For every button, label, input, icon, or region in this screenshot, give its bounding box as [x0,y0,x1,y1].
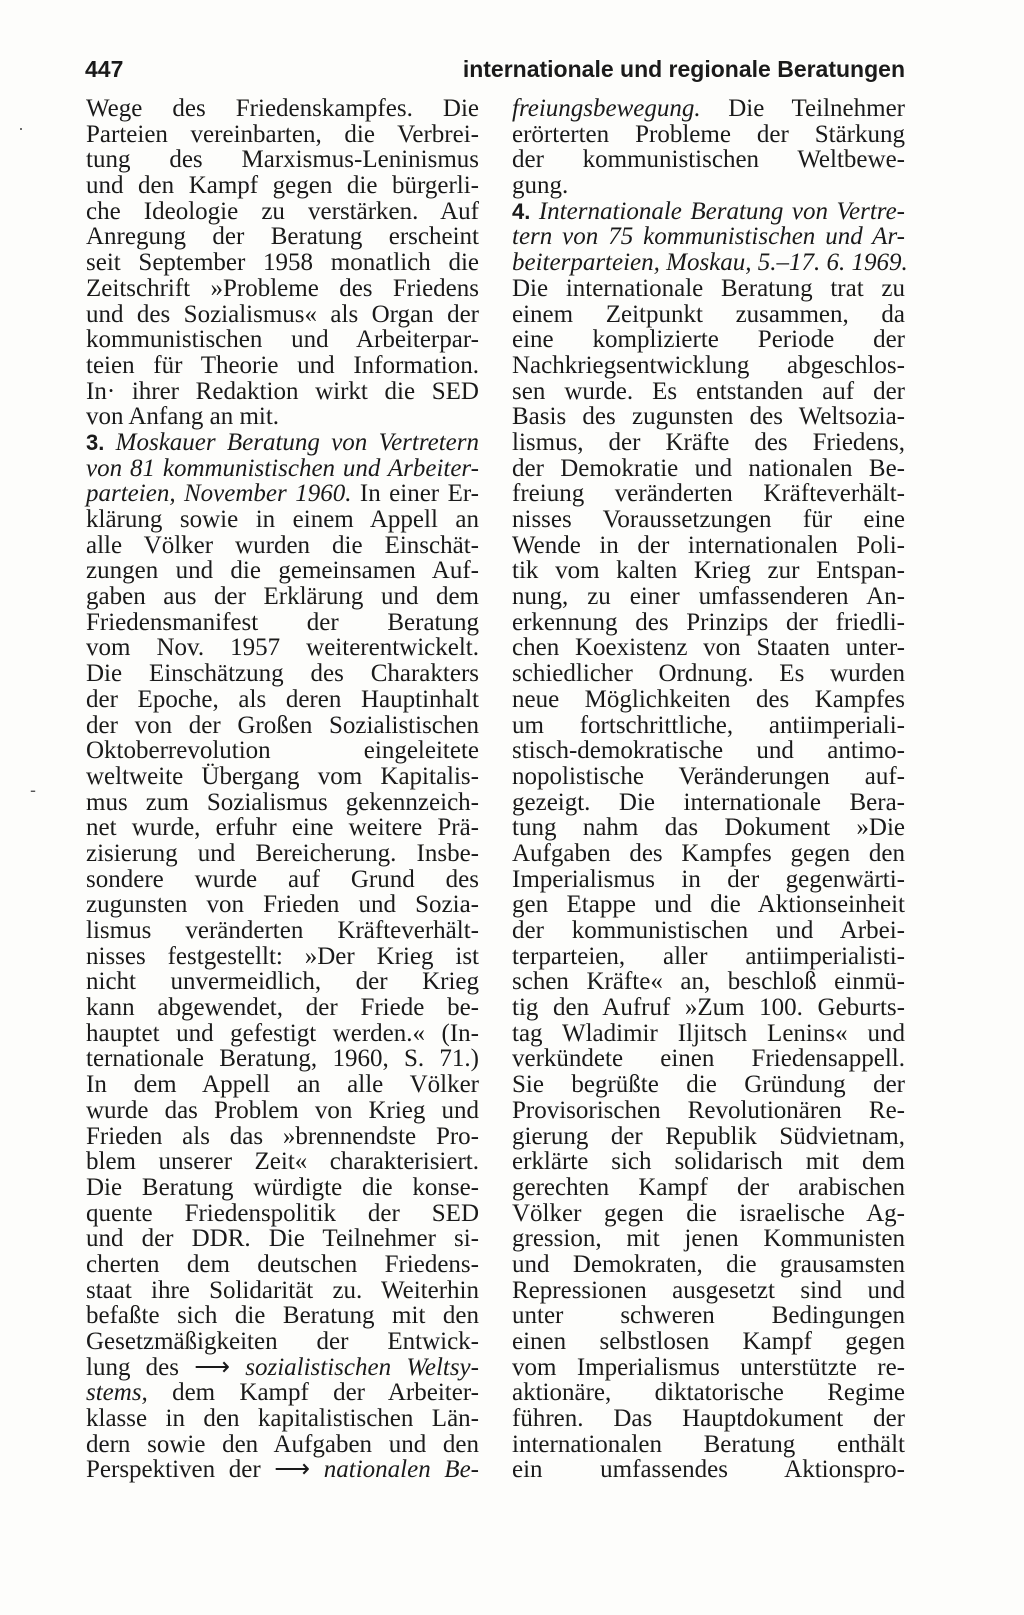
text-line: blem unserer Zeit« charakterisiert. [86,1148,479,1176]
text-line: che Ideologie zu verstärken. Auf [86,197,479,225]
text-line: Friedensmanifest der Beratung [86,608,479,636]
text-line: terparteien, aller antiimperialisti- [512,942,905,970]
text-line: Nachkriegsentwicklung abgeschlos- [512,351,905,379]
section-title: tern von 75 kommunistischen und Ar- [512,223,905,251]
text-line: Frieden als das »brennendste Pro- [86,1122,479,1150]
text-line: alle Völker wurden die Einschät- [86,531,479,559]
text-line: klasse in den kapitalistischen Län- [86,1405,479,1433]
text-line: und des Sozialismus« als Organ der [86,300,479,328]
text-line: verkündete einen Friedensappell. [512,1045,905,1073]
text-line: der kommunistischen Weltbewe- [512,146,905,174]
section-title: von 81 kommunistischen und Arbeiter- [86,454,479,482]
text-line: erkennung des Prinzips der friedli- [512,608,905,636]
page-number: 447 [85,56,124,82]
cross-reference[interactable]: sozialistischen Weltsy- [230,1353,479,1381]
text-line: zisierung und Bereicherung. Insbe- [86,839,479,867]
section-number: 3. [86,429,105,455]
section-heading-3-line [86,481,479,507]
cross-reference[interactable]: freiungsbewegung. [512,95,701,122]
text-line: seit September 1958 monatlich die [86,249,479,277]
text-line: wurde das Problem von Krieg und [86,1096,479,1124]
page-header [85,56,905,90]
text-line: der Epoche, als deren Hauptinhalt [86,685,479,713]
text-line: von Anfang an mit. [86,403,280,431]
text-line: neue Möglichkeiten des Kampfes [512,685,905,713]
text-line: zungen und die gemeinsamen Auf- [86,557,479,585]
text-line: cherten dem deutschen Friedens- [86,1250,479,1278]
text-line: und den Kampf gegen die bürgerli- [86,172,479,200]
text-line: nopolistische Veränderungen auf- [512,762,905,790]
text-line: gezeigt. Die internationale Bera- [512,788,905,816]
continuation-line [512,96,905,122]
text-line: tik vom kalten Krieg zur Entspan- [512,557,905,585]
text-line: um fortschrittliche, antiimperiali- [512,711,905,739]
text-line: kommunistischen und Arbeiterpar- [86,326,479,354]
text-line: Oktoberrevolution eingeleitete [86,737,479,765]
margin-tick: - [30,780,36,800]
text-line: mus zum Sozialismus gekennzeich- [86,788,479,816]
text-line: einem Zeitpunkt zusammen, da [512,300,905,328]
text-line: ternationale Beratung, 1960, S. 71.) [86,1045,479,1073]
text-line: eine komplizierte Periode der [512,326,905,354]
text-line: schen Kräfte« an, beschloß einmü- [512,968,905,996]
text-line: dern sowie den Aufgaben und den [86,1430,479,1458]
margin-dot: · [18,118,24,138]
left-end-lines [86,1406,479,1457]
section-heading-4-line [512,224,905,250]
section-number: 4. [512,198,531,224]
text-line: weltweite Übergang vom Kapitalis- [86,762,479,790]
text-line: klärung sowie in einem Appell an [86,506,479,533]
section-title: Internationale Beratung von Vertre- [538,197,905,225]
text-line: aktionäre, diktatorische Regime [512,1379,905,1407]
right-body-lines [512,276,905,1483]
body-text: Die Teilnehmer [700,95,905,122]
text-line: schiedlicher Ordnung. Es wurden [512,660,905,688]
text-line: nung, zu einer umfassenderen An- [512,583,905,611]
text-line: Die Einschätzung des Charakters [86,660,479,688]
text-line: In dem Appell an alle Völker [86,1071,479,1099]
text-line: Imperialismus in der gegenwärti- [512,865,905,893]
text-line: stisch-demokratische und antimo- [512,737,905,765]
text-line: Provisorischen Revolutionären Re- [512,1096,905,1124]
right-paragraph-lines [512,122,905,199]
text-line: und der DDR. Die Teilnehmer si- [86,1225,479,1253]
text-line: In· ihrer Redaktion wirkt die SED [86,377,479,405]
text-line: gierung der Republik Südvietnam, [512,1122,905,1150]
text-line: Repressionen ausgesetzt sind und [512,1276,905,1304]
cross-reference-line [86,1380,479,1406]
text-line: nisses festgestellt: »Der Krieg ist [86,942,479,970]
text-line: Aufgaben des Kampfes gegen den [512,839,905,867]
text-line: führen. Das Hauptdokument der [512,1405,905,1433]
right-column [512,95,908,1484]
text-line: vom Imperialismus unterstützte re- [512,1353,905,1381]
text-line: gaben aus der Erklärung und dem [86,583,479,611]
text-line: Basis des zugunsten des Weltsozia- [512,403,905,431]
text-line: der Demokratie und nationalen Be- [512,454,905,482]
body-text: dem Kampf der Arbeiter- [147,1379,479,1407]
arrow-icon: ⟶ [194,1353,231,1381]
section-title: parteien, November 1960. [86,480,352,508]
text-line: gerechten Kampf der arabischen [512,1173,905,1201]
text-line: ein umfassendes Aktionspro- [512,1456,905,1484]
text-line: vom Nov. 1957 weiterentwickelt. [86,634,479,662]
section-title: beiterparteien, Moskau, 5.–17. 6. 1969. [512,249,908,277]
section-heading-3 [86,430,479,456]
text-line: hauptet und gefestigt werden.« (In- [86,1019,479,1047]
text-line: Gesetzmäßigkeiten der Entwick- [86,1328,479,1355]
cross-reference-line [86,1457,479,1483]
text-line: quente Friedenspolitik der SED [86,1199,479,1227]
section-heading-3-line [86,456,479,482]
section-title: Moskauer Beratung von Vertretern [115,428,480,456]
text-line: nisses Voraussetzungen für eine [512,506,905,533]
left-body-lines [86,507,479,1355]
text-line: zugunsten von Frieden und Sozia- [86,891,479,919]
text-line: gen Etappe und die Aktionseinheit [512,891,905,919]
text-line: chen Koexistenz von Staaten unter- [512,634,905,662]
text-line: unter schweren Bedingungen [512,1302,905,1330]
text-line: einen selbstlosen Kampf gegen [512,1328,905,1355]
cross-reference[interactable]: nationalen Be- [310,1456,479,1484]
section-heading-4 [512,199,905,225]
cross-reference-line [86,1355,479,1381]
arrow-icon: ⟶ [274,1456,311,1484]
text-line: tig den Aufruf »Zum 100. Geburts- [512,994,905,1022]
text-line: staat ihre Solidarität zu. Weiterhin [86,1276,479,1304]
left-column [86,96,479,1483]
text-line: sen wurde. Es entstanden auf der [512,377,905,405]
text-line: gung. [512,172,569,200]
text-line: Die internationale Beratung trat zu [512,274,905,302]
cross-reference[interactable]: stems, [86,1379,148,1407]
text-line: erörterten Probleme der Stärkung [512,120,905,148]
text-line: gression, mit jenen Kommunisten [512,1225,905,1253]
text-line: lismus, der Kräfte des Friedens, [512,428,905,456]
text-line: internationalen Beratung enthält [512,1430,905,1458]
text-line: befaßte sich die Beratung mit den [86,1302,479,1330]
running-head: internationale und regionale Beratungen [462,56,905,82]
text-line: Die Beratung würdigte die konse- [86,1173,479,1201]
text-line: net wurde, erfuhr eine weitere Prä- [86,814,479,842]
text-line: teien für Theorie und Information. [86,351,479,379]
body-text: Perspektiven der [86,1456,275,1484]
text-line: Zeitschrift »Probleme des Friedens [86,274,479,302]
text-line: nicht unvermeidlich, der Krieg [86,968,479,996]
text-line: kann abgewendet, der Friede be- [86,994,479,1022]
text-line: Anregung der Beratung erscheint [86,223,479,251]
text-line: Wege des Friedenskampfes. Die [86,95,479,122]
text-line: freiung veränderten Kräfteverhält- [512,480,905,508]
body-text: lung des [86,1353,195,1381]
text-line: erklärte sich solidarisch mit dem [512,1148,905,1176]
text-line: sondere wurde auf Grund des [86,865,479,893]
text-line: der von der Großen Sozialistischen [86,711,479,739]
text-line: lismus veränderten Kräfteverhält- [86,917,479,944]
text-line: und Demokraten, die grausamsten [512,1250,905,1278]
text-line: tung des Marxismus-Leninismus [86,146,479,174]
text-line: der kommunistischen und Arbei- [512,917,905,944]
section-heading-4-line [512,249,908,277]
left-paragraph-lines [86,96,479,430]
text-line: Wende in der internationalen Poli- [512,531,905,559]
text-line: Parteien vereinbarten, die Verbrei- [86,120,479,148]
text-line: tung nahm das Dokument »Die [512,814,905,842]
body-text: In einer Er- [351,480,479,508]
text-line: Sie begrüßte die Gründung der [512,1071,905,1099]
text-line: tag Wladimir Iljitsch Lenins« und [512,1019,905,1047]
text-line: Völker gegen die israelische Ag- [512,1199,905,1227]
